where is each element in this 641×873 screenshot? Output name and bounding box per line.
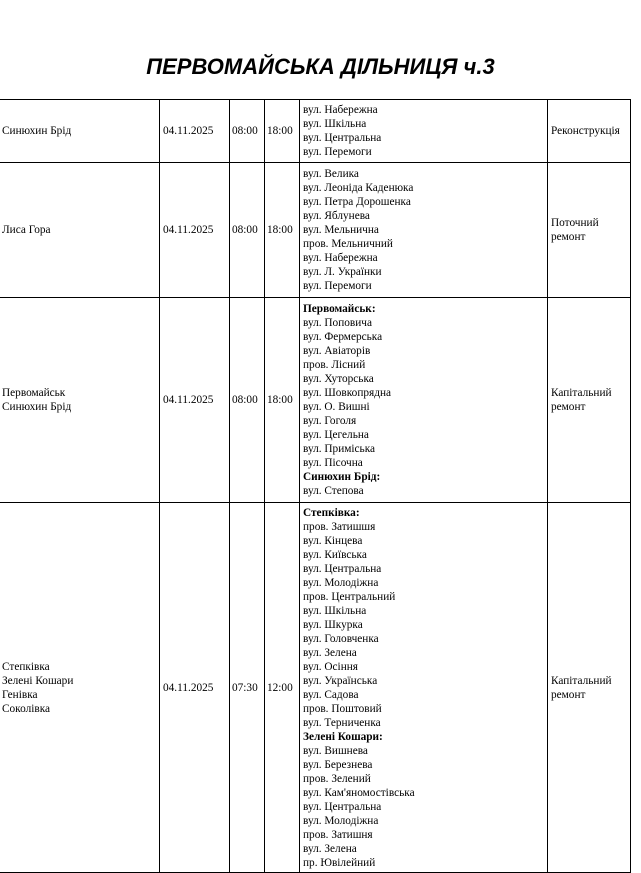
settlement-heading: Синюхин Брід: (303, 471, 381, 483)
street-item: вул. Центральна (303, 132, 382, 144)
street-item: пров. Затишня (303, 828, 373, 841)
start-time-cell (230, 100, 265, 163)
end-time: 18:00 (267, 224, 293, 236)
start-time-cell (230, 298, 265, 503)
street-item: вул. Центральна (303, 562, 382, 575)
date-cell (160, 298, 230, 503)
street-item: вул. Молодіжна (303, 814, 379, 827)
street-item: вул. Березнева (303, 758, 373, 771)
street-item: пров. Затишшя (303, 520, 376, 533)
end-time-cell (265, 163, 300, 298)
street-item: вул. Перемоги (303, 280, 372, 292)
street-item: вул. Шовкопрядна (303, 387, 392, 399)
settlement-name: Соколівка (2, 702, 51, 715)
street-item: пров. Поштовий (303, 702, 382, 715)
street-item: вул. Цегельна (303, 429, 369, 441)
street-item: вул. Центральна (303, 800, 382, 813)
table-body (0, 100, 631, 873)
outage-date: 04.11.2025 (163, 224, 214, 236)
outage-schedule-table (0, 99, 631, 873)
streets-cell (300, 298, 548, 503)
street-item: вул. Пісочна (303, 457, 363, 469)
outage-date: 04.11.2025 (163, 125, 214, 137)
street-item: вул. Шкільна (303, 604, 367, 617)
end-time-cell (265, 100, 300, 163)
street-item: вул. Українська (303, 674, 378, 687)
street-item: вул. Осіння (303, 660, 358, 673)
work-type: Поточний (551, 217, 599, 229)
work-type: Реконструкція (551, 125, 620, 137)
work-type: ремонт (551, 688, 586, 701)
settlement-name: Зелені Кошари (2, 674, 74, 687)
street-item: вул. Велика (303, 168, 359, 180)
start-time: 08:00 (232, 125, 258, 137)
street-item: вул. Набережна (303, 252, 378, 264)
end-time-cell (265, 298, 300, 503)
work-type-cell (548, 100, 631, 163)
street-item: вул. Київська (303, 548, 367, 561)
street-item: вул. Зелена (303, 646, 357, 659)
street-item: вул. О. Вишні (303, 401, 370, 413)
street-item: вул. Молодіжна (303, 576, 379, 589)
settlement-name: Степківка (2, 660, 50, 673)
street-item: вул. Поповича (303, 317, 372, 329)
page-title: ПЕРВОМАЙСЬКА ДІЛЬНИЦЯ ч.3 (146, 54, 495, 79)
settlement-cell (0, 163, 160, 298)
work-type: ремонт (551, 231, 586, 243)
date-cell (160, 100, 230, 163)
street-item: вул. Шкурка (303, 618, 363, 631)
street-item: вул. Вишнева (303, 744, 368, 757)
work-type: Капітальний (551, 674, 612, 687)
street-item: вул. Терниченка (303, 716, 381, 729)
date-cell (160, 503, 230, 873)
street-item: вул. Мельнична (303, 224, 379, 236)
street-item: вул. Авіаторів (303, 345, 371, 357)
streets-cell (300, 503, 548, 873)
work-type: ремонт (551, 401, 586, 413)
streets-cell (300, 163, 548, 298)
street-item: вул. Садова (303, 688, 359, 701)
settlement-cell (0, 503, 160, 873)
settlement-name: Генівка (2, 688, 38, 701)
end-time-cell (265, 503, 300, 873)
outage-date: 04.11.2025 (163, 394, 214, 406)
street-item: пр. Ювілейний (303, 856, 376, 869)
settlement-heading: Зелені Кошари: (303, 730, 383, 743)
street-item: вул. Петра Дорошенка (303, 196, 411, 208)
street-item: вул. Шкільна (303, 118, 367, 130)
start-time: 07:30 (232, 681, 258, 694)
work-type-cell (548, 163, 631, 298)
settlement-name: Синюхин Брід (2, 125, 72, 137)
street-item: вул. Фермерська (303, 331, 383, 343)
street-item: вул. Гоголя (303, 415, 357, 427)
street-item: вул. Зелена (303, 842, 357, 855)
work-type-cell (548, 503, 631, 873)
street-item: пров. Зелений (303, 772, 371, 785)
table-row (0, 503, 631, 873)
street-item: вул. Кінцева (303, 534, 363, 547)
start-time: 08:00 (232, 394, 258, 406)
outage-date: 04.11.2025 (163, 681, 214, 694)
start-time: 08:00 (232, 224, 258, 236)
work-type: Капітальний (551, 387, 612, 399)
settlement-name: Синюхин Брід (2, 401, 72, 413)
street-item: вул. Головченка (303, 632, 379, 645)
street-item: пров. Лісний (303, 359, 366, 371)
table-row (0, 298, 631, 503)
street-item: вул. Перемоги (303, 146, 372, 158)
settlement-cell (0, 100, 160, 163)
table-row (0, 100, 631, 163)
work-type-cell (548, 298, 631, 503)
settlement-heading: Степківка: (303, 506, 360, 519)
table-row (0, 163, 631, 298)
streets-cell (300, 100, 548, 163)
street-item: вул. Л. Українки (303, 266, 382, 278)
end-time: 18:00 (267, 394, 293, 406)
street-item: вул. Кам'яномостівська (303, 786, 415, 799)
street-item: вул. Степова (303, 485, 364, 497)
start-time-cell (230, 163, 265, 298)
end-time: 12:00 (267, 681, 293, 694)
street-item: вул. Набережна (303, 104, 378, 116)
end-time: 18:00 (267, 125, 293, 137)
start-time-cell (230, 503, 265, 873)
street-item: вул. Приміська (303, 443, 376, 455)
street-item: пров. Центральний (303, 590, 396, 603)
street-item: вул. Леоніда Каденюка (303, 182, 414, 194)
street-item: пров. Мельничний (303, 238, 393, 250)
settlement-cell (0, 298, 160, 503)
street-item: вул. Яблунева (303, 210, 370, 222)
settlement-heading: Первомайськ: (303, 303, 376, 315)
settlement-name: Лиса Гора (2, 224, 51, 236)
date-cell (160, 163, 230, 298)
street-item: вул. Хуторська (303, 373, 374, 385)
settlement-name: Первомайськ (2, 387, 66, 399)
